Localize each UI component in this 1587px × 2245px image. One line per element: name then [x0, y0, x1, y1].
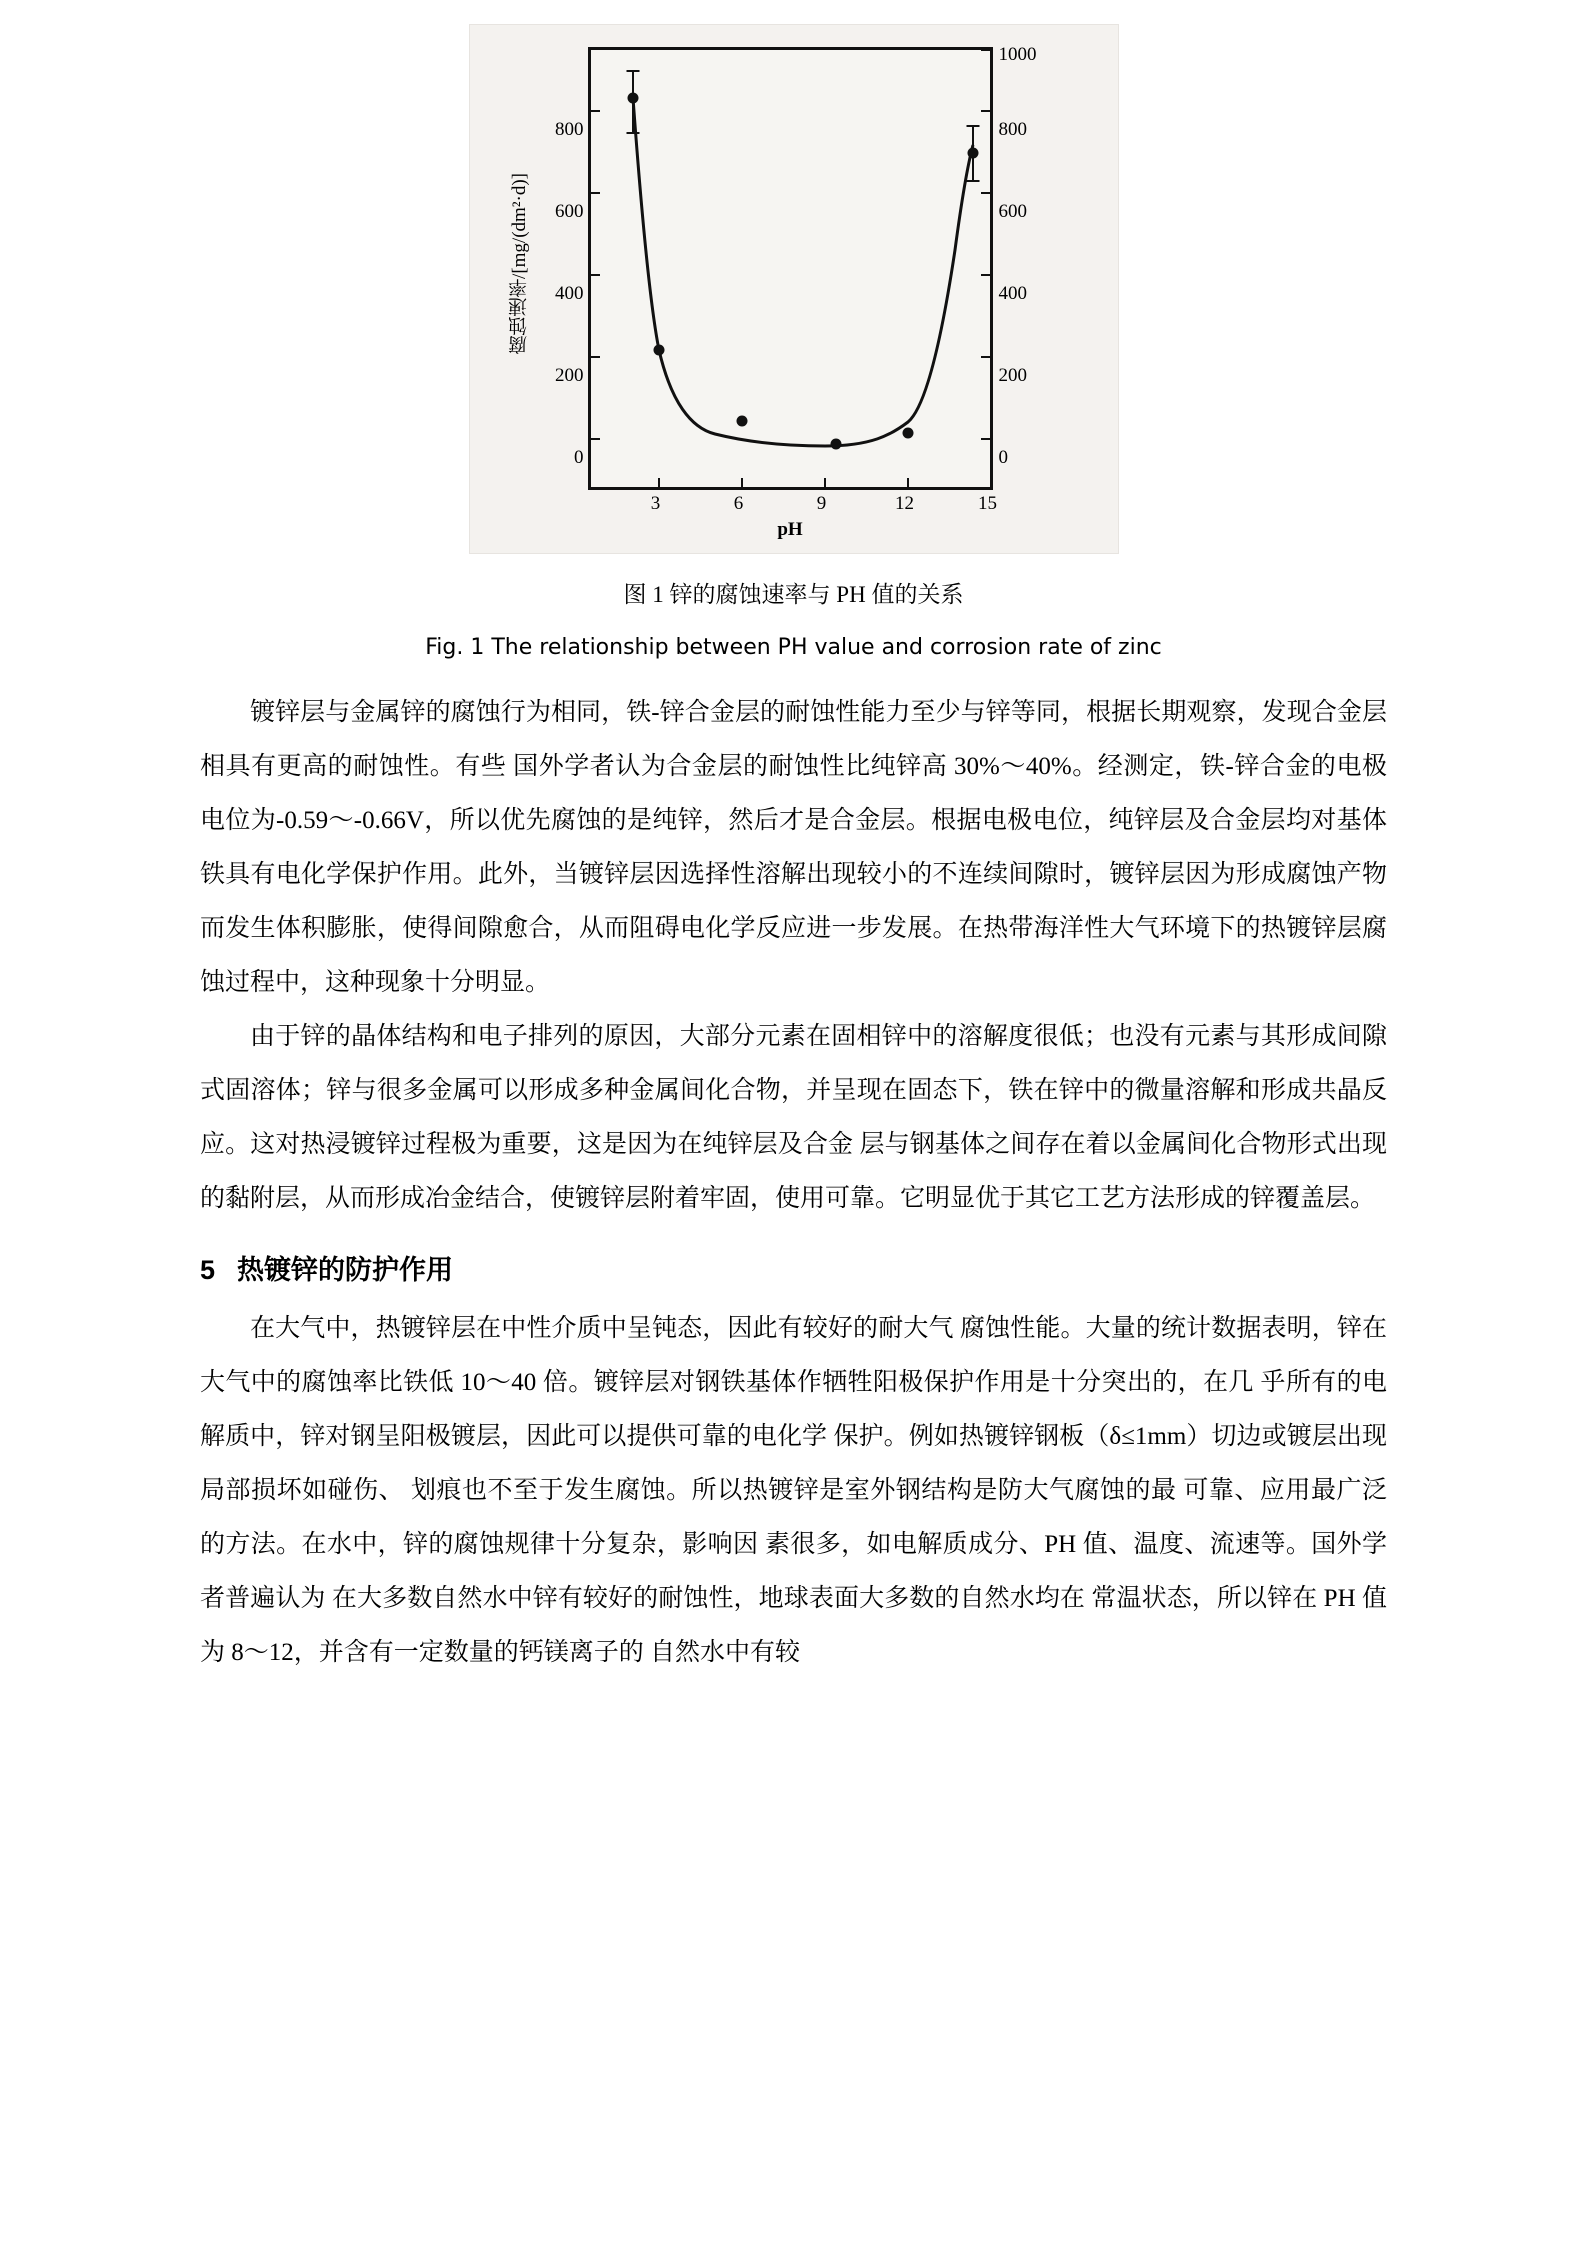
x-tick-9: 9 — [816, 493, 827, 514]
y-axis-right-ticks — [998, 44, 1069, 490]
y-tick-right-0: 0 — [998, 447, 1008, 468]
x-axis-ticks — [588, 493, 997, 521]
x-tick-15: 15 — [978, 493, 997, 514]
data-point-4 — [830, 439, 841, 450]
data-point-5 — [902, 428, 913, 439]
error-cap-6-bottom — [966, 180, 979, 182]
y-tick-left-600: 600 — [555, 201, 584, 222]
chart-plot-area — [588, 47, 993, 490]
data-point-2 — [653, 345, 664, 356]
error-cap-1-bottom — [626, 132, 639, 134]
figure-caption-cn: 图 1 锌的腐蚀速率与 PH 值的关系 — [623, 582, 964, 607]
section-heading-5 — [200, 1242, 1387, 1298]
figure-1 — [469, 18, 1119, 554]
y-axis-left-ticks — [532, 47, 584, 490]
section-number: 5 — [200, 1255, 216, 1285]
error-cap-6-top — [966, 125, 979, 127]
y-tick-left-400: 400 — [555, 283, 584, 304]
y-axis-label: 腐蚀速率/[mg/(dm²·d)] — [508, 173, 530, 355]
y-tick-right-800: 800 — [998, 119, 1027, 140]
figure-caption-en: Fig. 1 The relationship between PH value and corrosion rate of zinc — [425, 635, 1162, 660]
error-cap-1-top — [626, 70, 639, 72]
section-title: 热镀锌的防护作用 — [237, 1255, 454, 1285]
y-tick-left-0: 0 — [574, 447, 584, 468]
corrosion-rate-curve — [591, 50, 990, 487]
data-point-1 — [627, 93, 638, 104]
x-tick-3: 3 — [650, 493, 661, 514]
paragraph-3: 在大气中，热镀锌层在中性介质中呈钝态，因此有较好的耐大气 腐蚀性能。大量的统计数据表明，锌在大气中的腐蚀率比铁低 10～40 倍。镀锌层对钢铁基体作牺牲阳极保护作用是十分突出的，在几 乎所有的电解质中，锌对钢呈阳极镀层，因此可以提供可靠的电化学 保护。例如热镀锌钢板（δ≤1mm）切边或镀层出现局部损坏如碰伤、 划痕也不至于发生腐蚀。所以热镀锌是室外钢结构是防大气腐蚀的最 可靠、应用最广泛的方法。在水中，锌的腐蚀规律十分复杂，影响因 素很多，如电解质成分、PH 值、温度、流速等。国外学者普遍认为 在大多数自然水中锌有较好的耐蚀性，地球表面大多数的自然水均在 常温状态，所以锌在 PH 值为 8～12，并含有一定数量的钙镁离子的 自然水中有较 — [200, 1315, 1387, 1666]
paragraph-2: 由于锌的晶体结构和电子排列的原因，大部分元素在固相锌中的溶解度很低；也没有元素与其形成间隙式固溶体；锌与很多金属可以形成多种金属间化合物，并呈现在固态下，铁在锌中的微量溶解和形成共晶反应。这对热浸镀锌过程极为重要，这是因为在纯锌层及合金 层与钢基体之间存在着以金属间化合物形式出现的黏附层，从而形成冶金结合，使镀锌层附着牢固，使用可靠。它明显优于其它工艺方法形成的锌覆盖层。 — [200, 1023, 1387, 1212]
paragraph-1: 镀锌层与金属锌的腐蚀行为相同，铁-锌合金层的耐蚀性能力至少与锌等同，根据长期观察，发现合金层相具有更高的耐蚀性。有些 国外学者认为合金层的耐蚀性比纯锌高 30%～40%。经测定，铁-锌合金的电极电位为-0.59～-0.66V，所以优先腐蚀的是纯锌，然后才是合金层。根据电极电位，纯锌层及合金层均对基体铁具有电化学保护作用。此外，当镀锌层因选择性溶解出现较小的不连续间隙时，镀锌层因为形成腐蚀产物而发生体积膨胀，使得间隙愈合，从而阻碍电化学反应进一步发展。在热带海洋性大气环境下的热镀锌层腐蚀过程中，这种现象十分明显。 — [200, 699, 1387, 996]
y-tick-left-800: 800 — [555, 119, 584, 140]
x-tick-12: 12 — [895, 493, 914, 514]
y-tick-right-600: 600 — [998, 201, 1027, 222]
x-tick-6: 6 — [733, 493, 744, 514]
figure-image — [469, 24, 1119, 554]
tick-bottom-15 — [990, 478, 992, 487]
data-point-6 — [967, 148, 978, 159]
y-tick-right-1000: 1000 — [998, 44, 1037, 65]
y-tick-right-200: 200 — [998, 365, 1027, 386]
y-tick-right-400: 400 — [998, 283, 1027, 304]
x-axis-label: pH — [777, 519, 803, 540]
data-point-3 — [736, 416, 747, 427]
y-tick-left-200: 200 — [555, 365, 584, 386]
